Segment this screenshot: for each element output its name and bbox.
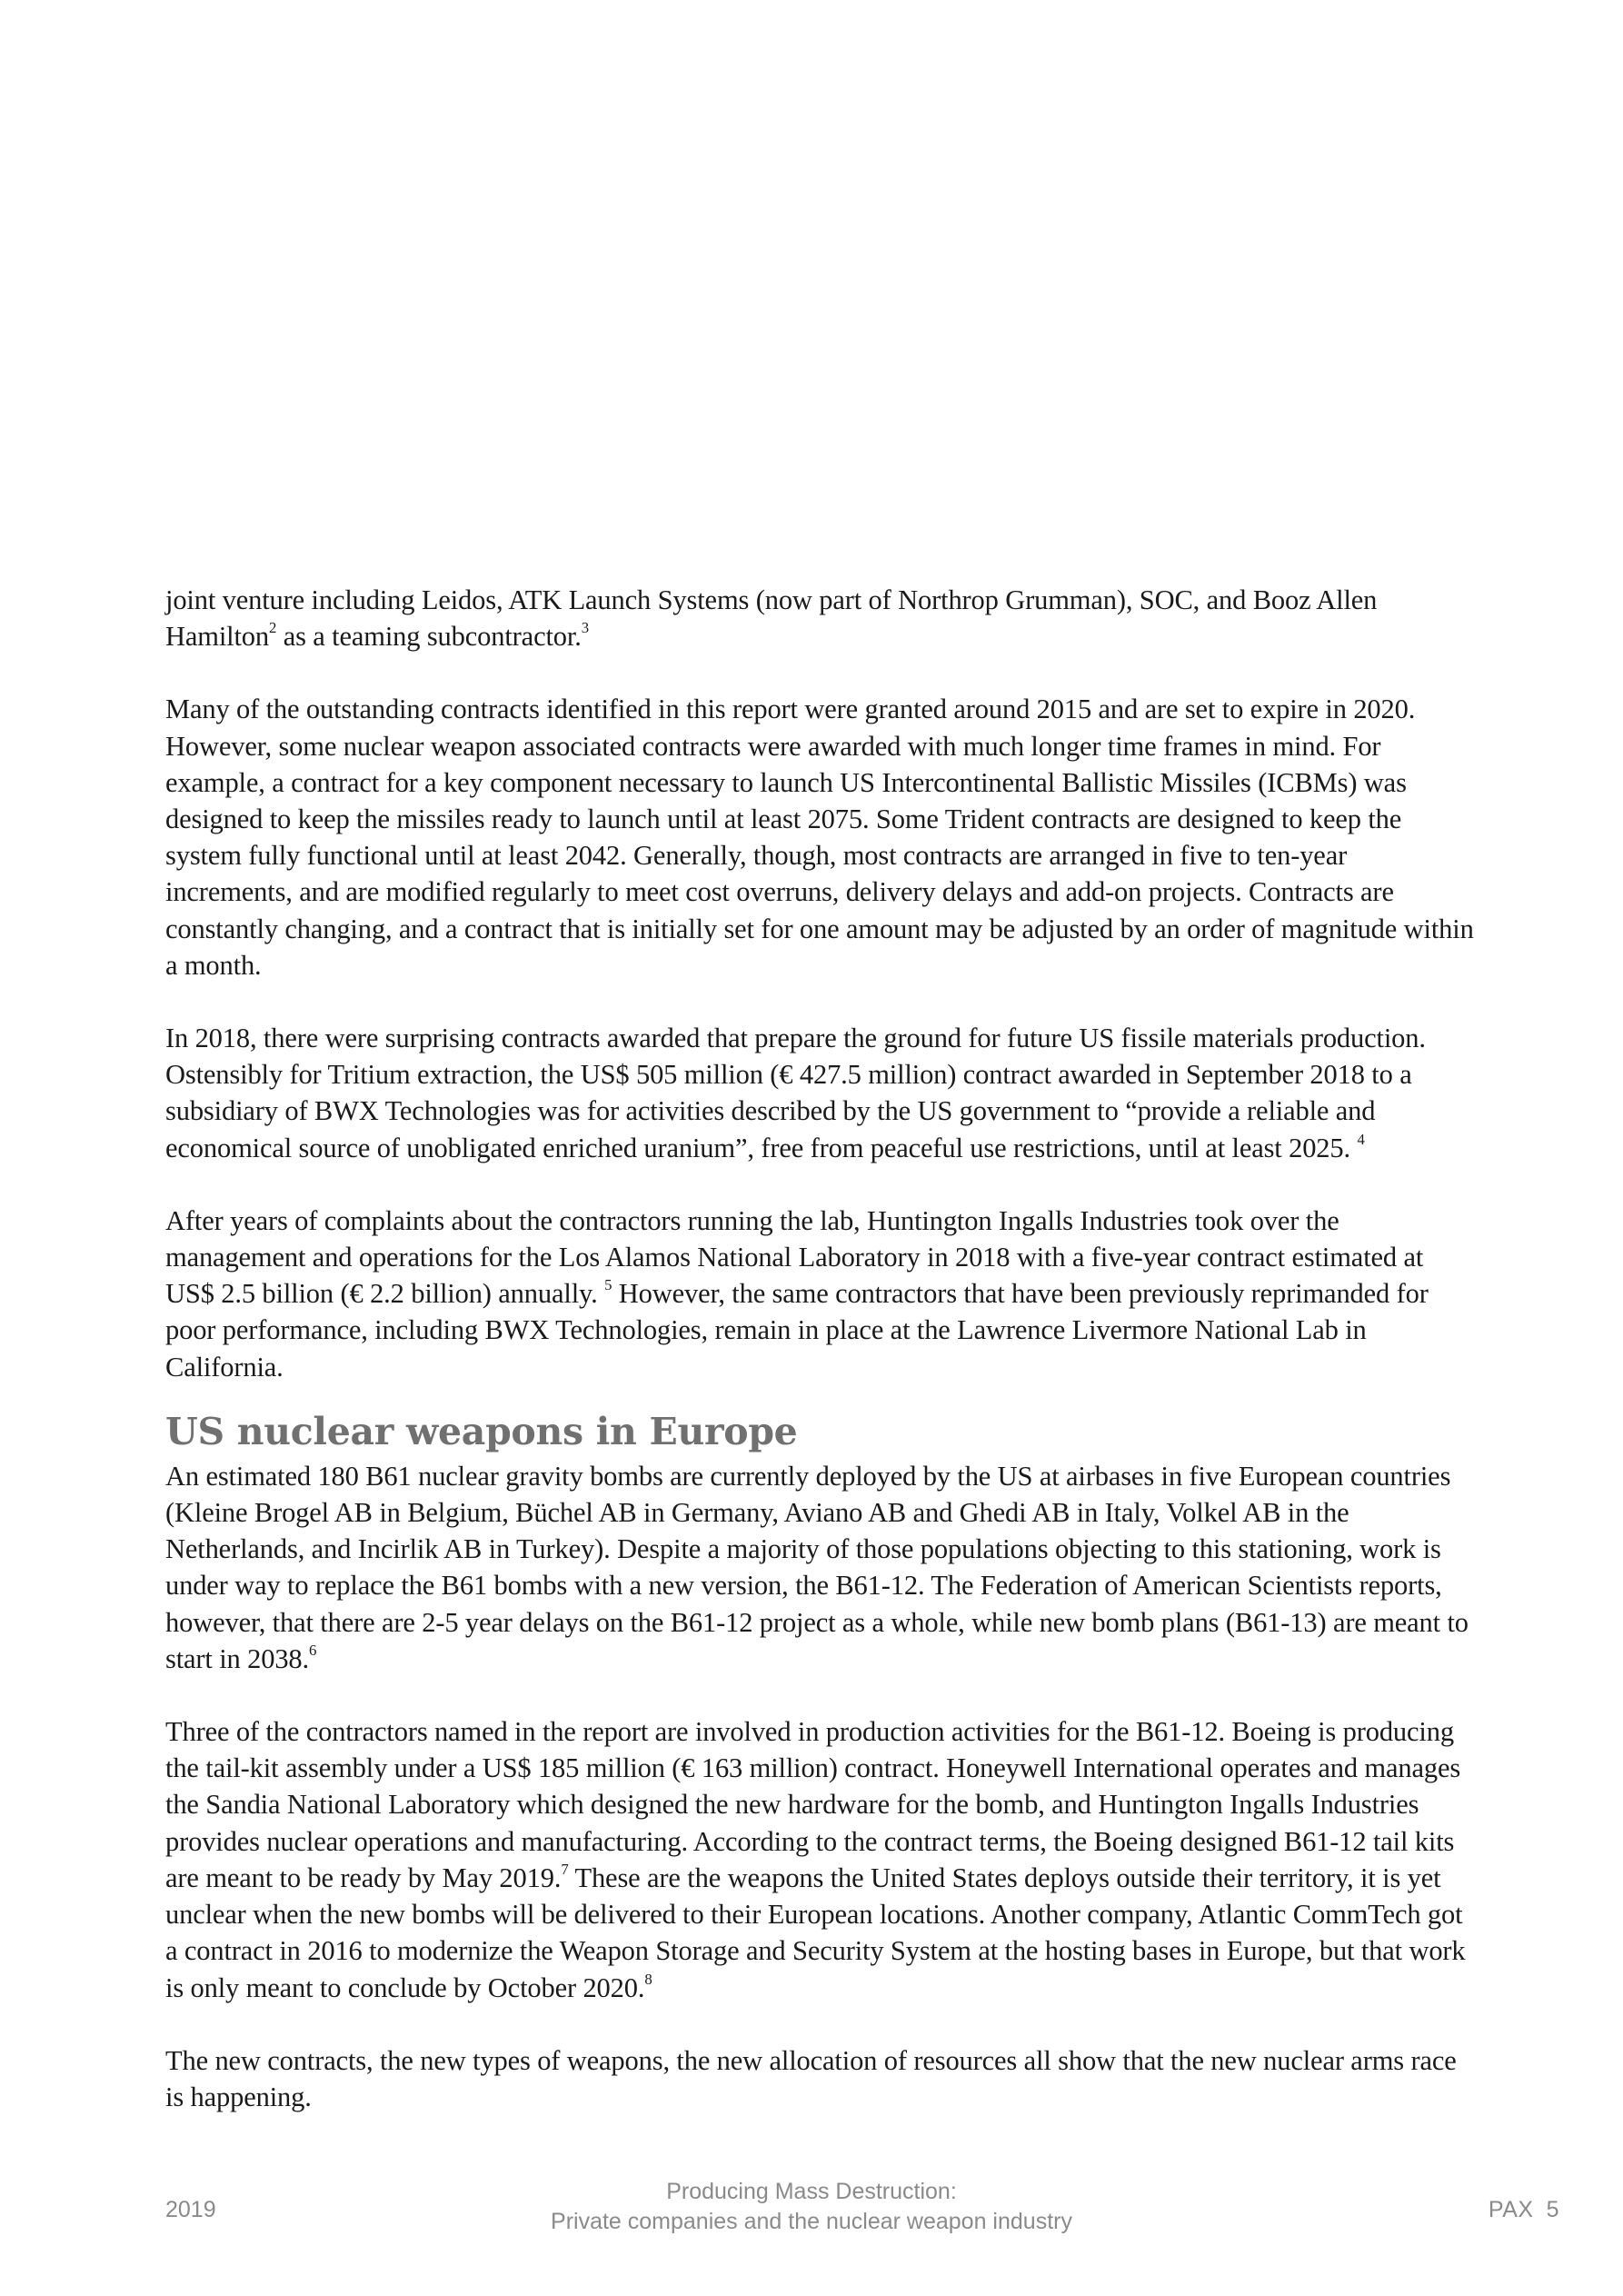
body-paragraph — [165, 691, 1474, 983]
section-heading: US nuclear weapons in Europe — [165, 1409, 798, 1453]
footer-publisher: PAX — [1488, 2197, 1534, 2222]
footnote-reference[interactable]: 6 — [309, 1641, 317, 1659]
paragraphs-after-heading — [165, 1458, 1474, 2115]
paragraph-text: These are the weapons the United States deploys outside their territory, it is yet unclear when the new bombs will be delivered to their European locations. Another company, Atlantic CommTech got a contract in 2016 to modernize the Weapon Storage and Security System at the hosting bases in Europe, but that work is only meant to conclude by October 2020. — [165, 1862, 1466, 2003]
paragraph-text: Many of the outstanding contracts identified in this report were granted around 2015 and are set to expire in 2020. However, some nuclear weapon associated contracts were awarded with much longer time frames in mind. For example, a contract for a key component necessary to launch US Intercontinental Ballistic Missiles (ICBMs) was designed to keep the missiles ready to launch until at least 2075. Some Trident contracts are designed to keep the system fully functional until at least 2042. Generally, though, most contracts are arranged in five to ten-year increments, and are modified regularly to meet cost overruns, delivery delays and add-on projects. Contracts are constantly changing, and a contract that is initially set for one amount may be adjusted by an order of magnitude within a month. — [165, 694, 1474, 981]
footnote-reference[interactable]: 5 — [604, 1276, 612, 1293]
paragraph-text: In 2018, there were surprising contracts awarded that prepare the ground for future US fissile materials production. Ostensibly for Tritium extraction, the US$ 505 million (€ 427.5 million) contract awarded in September 2018 to a subsidiary of BWX Technologies was for activities described by the US government to “provide a reliable and economical source of unobligated enriched uranium”, free from peaceful use restrictions, until at least 2025. — [165, 1023, 1426, 1163]
footnote-reference[interactable]: 7 — [561, 1860, 569, 1878]
body-paragraph — [165, 1458, 1474, 1677]
paragraph-text: The new contracts, the new types of weapons, the new allocation of resources all show that the new nuclear arms race is happening. — [165, 2044, 1457, 2112]
footnote-reference[interactable]: 2 — [269, 618, 277, 636]
paragraph-text: However, the same contractors that have been previously reprimanded for poor performance, including BWX Technologies, remain in place at the Lawrence Livermore National Lab in California. — [165, 1278, 1429, 1383]
paragraph-text: as a teaming subcontractor. — [276, 621, 582, 653]
body-paragraph — [165, 2042, 1474, 2115]
footer-title — [0, 2177, 1623, 2237]
body-paragraph — [165, 1020, 1474, 1166]
footer-title-line-1: Producing Mass Destruction: — [666, 2179, 957, 2204]
paragraph-text: joint venture including Leidos, ATK Launch Systems (now part of Northrop Grumman), SOC, and Booz Allen Hamilton — [165, 584, 1378, 653]
footer-publisher-page — [1489, 2197, 1559, 2223]
paragraph-text: Three of the contractors named in the report are involved in production activities for the B61-12. Boeing is producing the tail-kit assembly under a US$ 185 million (€ 163 million) contract. Honeywell International operates and manages the Sandia National Laboratory which designed the new hardware for the bomb, and Huntington Ingalls Industries provides nuclear operations and manufacturing. According to the contract terms, the Boeing designed B61-12 tail kits are meant to be ready by May 2019. — [165, 1716, 1461, 1893]
paragraph-text: After years of complaints about the contractors running the lab, Huntington Ingalls Industries took over the management and operations for the Los Alamos National Laboratory in 2018 with a five-year contract estimated at US$ 2.5 billion (€ 2.2 billion) annually. — [165, 1204, 1424, 1310]
paragraph-text: An estimated 180 B61 nuclear gravity bombs are currently deployed by the US at airbases in five European countries (Kleine Brogel AB in Belgium, Büchel AB in Germany, Aviano AB and Ghedi AB in Italy, Volkel AB in the Netherlands, and Incirlik AB in Turkey). Despite a majority of those populations objecting to this stationing, work is under way to replace the B61 bombs with a new version, the B61-12. The Federation of American Scientists reports, however, that there are 2-5 year delays on the B61-12 project as a whole, while new bomb plans (B61-13) are meant to start in 2038. — [165, 1460, 1469, 1674]
body-paragraph — [165, 1203, 1474, 1385]
footnote-reference[interactable]: 3 — [581, 618, 589, 636]
page-footer — [0, 2177, 1623, 2250]
body-paragraph — [165, 1713, 1474, 2006]
footnote-reference[interactable]: 8 — [644, 1970, 652, 1988]
footnote-reference[interactable]: 4 — [1357, 1130, 1365, 1148]
footer-year: 2019 — [165, 2197, 216, 2222]
footer-title-line-2: Private companies and the nuclear weapon industry — [551, 2209, 1072, 2234]
body-paragraph — [165, 582, 1474, 654]
page-number: 5 — [1546, 2197, 1559, 2222]
paragraphs-before-heading — [165, 582, 1474, 1385]
main-content — [165, 582, 1474, 2151]
